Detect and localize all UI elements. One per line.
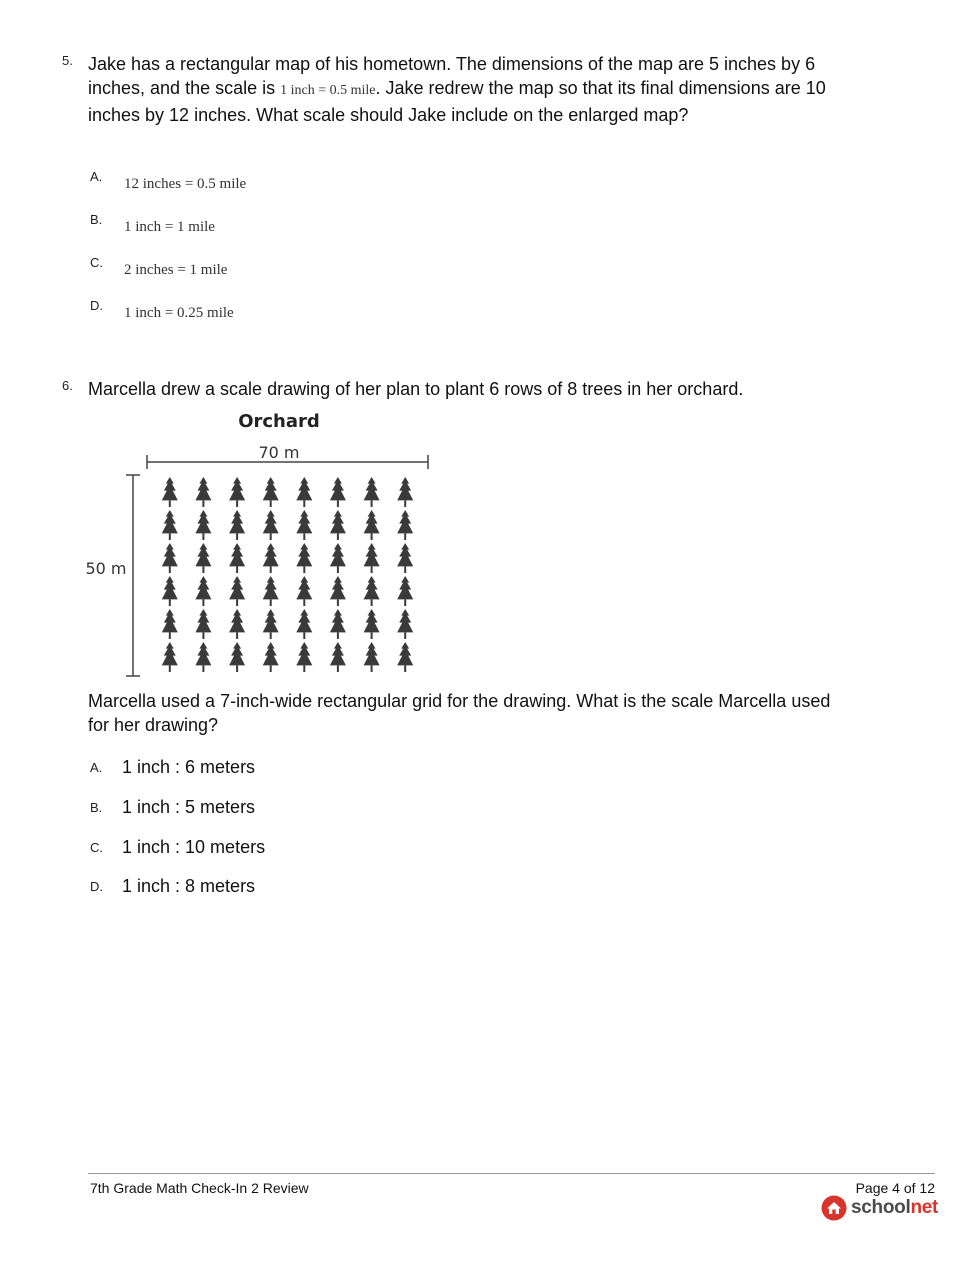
tree-icon (229, 510, 245, 540)
option-text: 1 inch : 5 meters (122, 797, 256, 817)
logo-text-net: net (910, 1197, 939, 1218)
option-text: 1 inch = 0.25 mile (124, 305, 234, 321)
tree-icon (364, 477, 380, 507)
question-number: 6. (62, 378, 73, 393)
figure-title: Orchard (238, 411, 320, 432)
tree-icon (229, 642, 245, 672)
question-text: Marcella drew a scale drawing of her plan to plant 6 rows of 8 trees in her orchard. (88, 379, 744, 399)
tree-icon (397, 609, 413, 639)
footer-divider (88, 1173, 935, 1174)
followup-text: Marcella used a 7-inch-wide rectangular grid for the drawing. What is the scale Marcella used for her drawing? (88, 691, 831, 735)
tree-icon (195, 543, 211, 573)
tree-icon (397, 642, 413, 672)
tree-icon (195, 510, 211, 540)
tree-icon (364, 609, 380, 639)
tree-grid (162, 477, 413, 672)
orchard-diagram (82, 405, 442, 680)
tree-icon (397, 477, 413, 507)
tree-icon (364, 576, 380, 606)
option-letter: B. (90, 800, 103, 815)
tree-icon (229, 477, 245, 507)
tree-icon (330, 642, 346, 672)
tree-icon (195, 576, 211, 606)
tree-icon (162, 477, 178, 507)
tree-icon (263, 576, 279, 606)
option-letter: D. (90, 298, 103, 313)
tree-icon (296, 609, 312, 639)
tree-icon (397, 576, 413, 606)
tree-icon (229, 576, 245, 606)
tree-icon (364, 510, 380, 540)
tree-icon (330, 543, 346, 573)
tree-icon (296, 510, 312, 540)
question-text-part-2: . Jake redrew the map so that its final dimensions are 10 inches by 12 inches. What scale should Jake include on the enlarged map? (88, 78, 826, 125)
tree-icon (397, 543, 413, 573)
logo-text-school: school (851, 1197, 911, 1218)
tree-icon (364, 543, 380, 573)
option-text: 1 inch : 10 meters (122, 837, 266, 857)
option-text: 1 inch : 6 meters (122, 757, 256, 777)
option-letter: C. (90, 255, 103, 270)
tree-icon (330, 510, 346, 540)
tree-icon (162, 642, 178, 672)
tree-icon (263, 609, 279, 639)
scale-expression: 1 inch = 0.5 mile (280, 83, 376, 98)
option-letter: D. (90, 879, 103, 894)
tree-icon (263, 543, 279, 573)
tree-icon (162, 510, 178, 540)
tree-icon (364, 642, 380, 672)
option-text: 1 inch : 8 meters (122, 876, 256, 896)
option-letter: C. (90, 840, 103, 855)
tree-icon (195, 642, 211, 672)
tree-icon (296, 642, 312, 672)
tree-icon (296, 543, 312, 573)
option-letter: A. (90, 169, 103, 184)
tree-icon (195, 609, 211, 639)
tree-icon (195, 477, 211, 507)
tree-icon (296, 576, 312, 606)
option-text: 12 inches = 0.5 mile (124, 176, 247, 192)
option-letter: A. (90, 760, 103, 775)
question-number: 5. (62, 53, 73, 68)
height-label: 50 m (85, 559, 127, 578)
tree-icon (162, 543, 178, 573)
option-letter: B. (90, 212, 103, 227)
tree-icon (263, 642, 279, 672)
option-text: 1 inch = 1 mile (124, 219, 215, 235)
footer-title: 7th Grade Math Check-In 2 Review (90, 1180, 309, 1196)
tree-icon (263, 510, 279, 540)
tree-icon (330, 477, 346, 507)
house-icon (821, 1195, 847, 1221)
question-text-part-1: Jake has a rectangular map of his hometown. The dimensions of the map are 5 inches by 6 inches, and the scale is (88, 54, 816, 98)
tree-icon (229, 543, 245, 573)
logo-wordmark (851, 1197, 938, 1219)
tree-icon (397, 510, 413, 540)
tree-icon (162, 576, 178, 606)
tree-icon (330, 609, 346, 639)
tree-icon (229, 609, 245, 639)
tree-icon (162, 609, 178, 639)
question-text (88, 52, 838, 127)
page-indicator: Page 4 of 12 (855, 1180, 935, 1196)
tree-icon (296, 477, 312, 507)
orchard-figure (82, 405, 442, 685)
option-text: 2 inches = 1 mile (124, 262, 228, 278)
tree-icon (330, 576, 346, 606)
tree-icon (263, 477, 279, 507)
schoolnet-logo (821, 1195, 938, 1221)
width-label: 70 m (258, 443, 300, 462)
